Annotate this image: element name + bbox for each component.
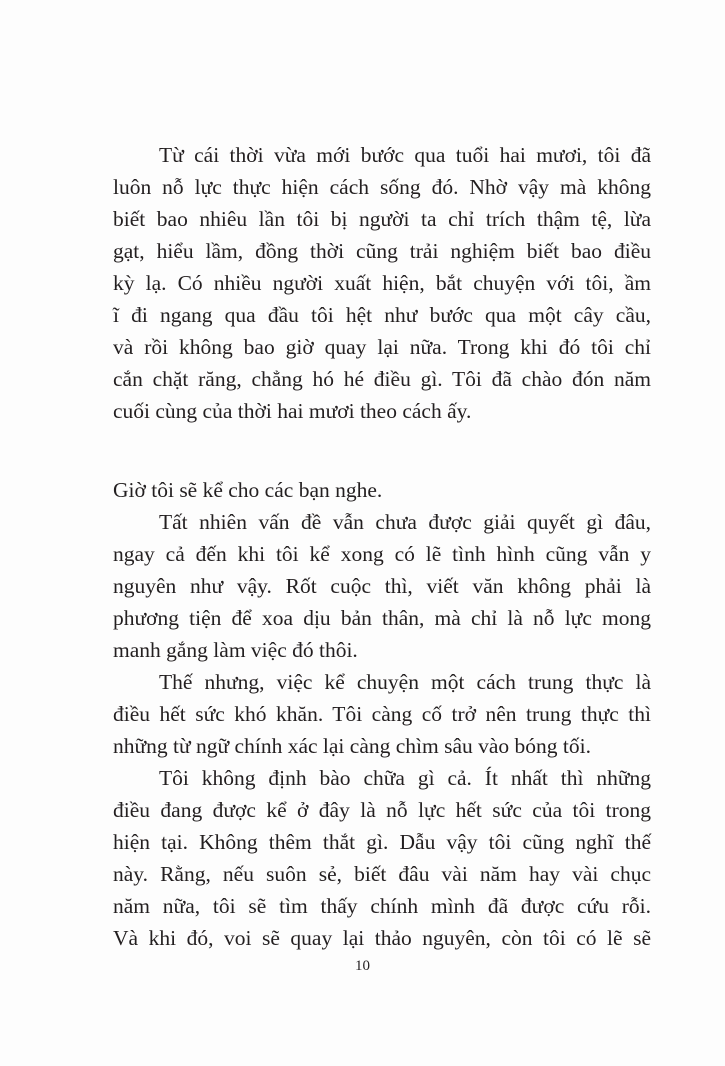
text-line: Và khi đó, voi sẽ quay lại thảo nguyên, còn tôi có lẽ sẽ (113, 926, 651, 950)
text-line: biết bao nhiêu lần tôi bị người ta chỉ trích thậm tệ, lừa (113, 207, 651, 231)
text-line: Giờ tôi sẽ kể cho các bạn nghe. (113, 478, 383, 502)
text-line: kỳ lạ. Có nhiều người xuất hiện, bắt chuyện với tôi, ầm (113, 271, 651, 295)
text-line: hiện tại. Không thêm thắt gì. Dẫu vậy tôi cũng nghĩ thế (113, 830, 651, 854)
text-line: điều hết sức khó khăn. Tôi càng cố trở nên trung thực thì (113, 702, 651, 726)
text-line: gạt, hiểu lầm, đồng thời cũng trải nghiệm biết bao điều (113, 239, 651, 263)
text-line: Tất nhiên vấn đề vẫn chưa được giải quyết gì đâu, (159, 510, 651, 534)
text-line: điều đang được kể ở đây là nỗ lực hết sức của tôi trong (113, 798, 651, 822)
text-line: năm nữa, tôi sẽ tìm thấy chính mình đã được cứu rỗi. (113, 894, 651, 918)
text-line: Từ cái thời vừa mới bước qua tuổi hai mươi, tôi đã (159, 143, 651, 167)
text-line: nguyên như vậy. Rốt cuộc thì, viết văn không phải là (113, 574, 651, 598)
text-line: Tôi không định bào chữa gì cả. Ít nhất thì những (159, 766, 651, 790)
text-line: và rồi không bao giờ quay lại nữa. Trong khi đó tôi chỉ (113, 335, 651, 359)
text-line: manh gắng làm việc đó thôi. (113, 638, 358, 662)
text-line: cuối cùng của thời hai mươi theo cách ấy. (113, 399, 472, 423)
paragraph-block-2 (113, 474, 651, 954)
text-line: Thế nhưng, việc kể chuyện một cách trung thực là (159, 670, 651, 694)
text-line: này. Rằng, nếu suôn sẻ, biết đâu vài năm hay vài chục (113, 862, 651, 886)
text-line: ngay cả đến khi tôi kể xong có lẽ tình hình cũng vẫn y (113, 542, 651, 566)
text-line: phương tiện để xoa dịu bản thân, mà chỉ là nỗ lực mong (113, 606, 651, 630)
text-line: cắn chặt răng, chẳng hó hé điều gì. Tôi đã chào đón năm (113, 367, 651, 391)
text-line: ĩ đi ngang qua đầu tôi hệt như bước qua một cây cầu, (113, 303, 651, 327)
text-line: luôn nỗ lực thực hiện cách sống đó. Nhờ vậy mà không (113, 175, 651, 199)
page-number: 10 (355, 958, 370, 974)
text-line: những từ ngữ chính xác lại càng chìm sâu vào bóng tối. (113, 734, 591, 758)
paragraph-block-1 (113, 139, 651, 427)
